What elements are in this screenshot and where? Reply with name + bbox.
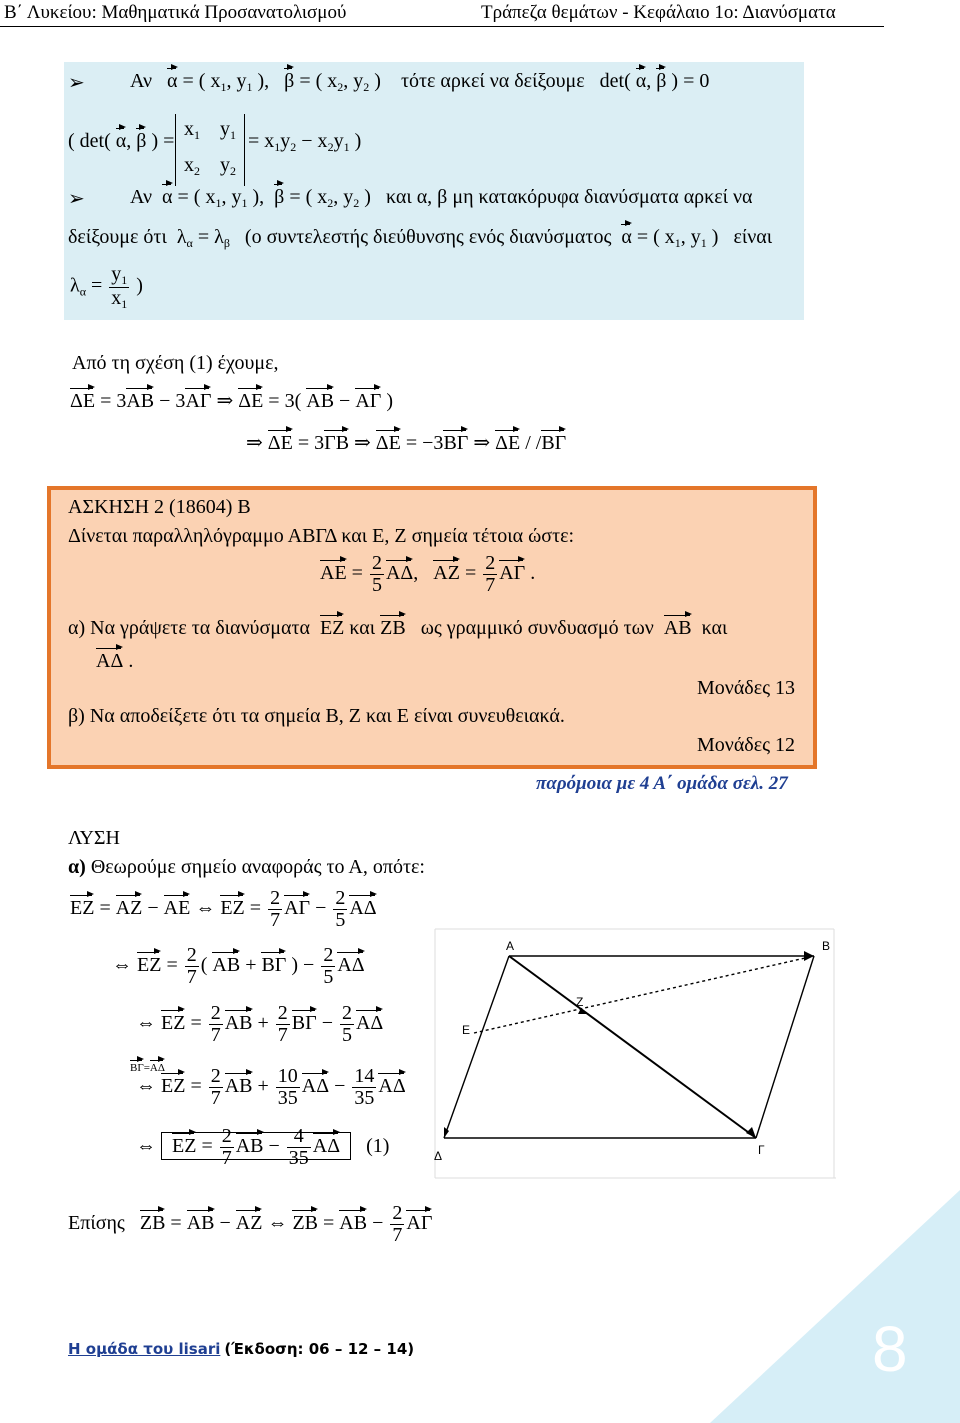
exercise-title: ΑΣΚΗΣΗ 2 (18604) Β — [68, 496, 251, 518]
solution-part-a — [68, 856, 425, 879]
det-label: ( det — [68, 130, 105, 152]
bullet-arrow-1: ➢ — [68, 72, 85, 94]
theory-bullet1-mid: τότε αρκεί να δείξουμε — [400, 70, 585, 92]
solution-episis: Επίσης ΖΒ = ΑΒ − ΑΖ ⇔ ΖΒ = ΑΒ − $\frac{2}{7}$ ΑΓ — [68, 1202, 433, 1246]
part-a-and-2: και — [701, 617, 728, 639]
monades-b: Μονάδες 12 — [697, 734, 796, 756]
part-a-text-1: α) Να γράψετε τα διανύσματα — [68, 617, 310, 639]
theory-line3-c: είναι — [733, 226, 773, 248]
solution-eq-4: ⇔ ΕΖ = $\frac{2}{7}$ ΑΒ + $\frac{10}{35}$ ΑΔ − $\frac{14}{35}$ ΑΔ — [136, 1065, 406, 1109]
det-expansion: = $x_1y_2 - x_2y_1$ ) — [248, 130, 362, 154]
header-left: Β΄ Λυκείου: Μαθηματικά Προσανατολισμού — [4, 2, 347, 23]
theory-line3-b: (ο συντελεστής διεύθυνσης ενός διανύσματος — [244, 226, 612, 248]
side-BG — [756, 956, 814, 1138]
side-DA — [444, 956, 509, 1138]
theory-line-3: δείξουμε ότι $\lambda_\alpha = \lambda_\beta$ (ο συντελεστής διεύθυνσης ενός διανύσματος α = ( $x_1$, $y_1$ ) είναι — [68, 226, 773, 250]
footer — [68, 1340, 414, 1359]
part-a-and: και — [349, 617, 376, 639]
solution-eq-3: ⇔ ΕΖ = $\frac{2}{7}$ ΑΒ + $\frac{2}{7}$ ΒΓ − $\frac{2}{5}$ ΑΔ — [136, 1002, 384, 1046]
relation-eq-1: ΔΕ = 3ΑΒ − 3ΑΓ ⇒ ΔΕ = 3( ΑΒ − ΑΓ ) — [70, 390, 394, 412]
bullet-arrow-2: ➢ — [68, 188, 85, 210]
theory-line3-a: δείξουμε ότι — [68, 226, 167, 248]
hint-reference: παρόμοια με 4 Α΄ ομάδα σελ. 27 — [536, 773, 788, 794]
relation-eq-2: ⇒ ΔΕ = 3ΓΒ ⇒ ΔΕ = −3ΒΓ ⇒ ΔΕ / /ΒΓ — [246, 432, 567, 454]
theory-line-1: Αν α = ( $x_1$, $y_1$ ), β = ( $x_2$, $y_2$ ) τότε αρκεί να δείξουμε det( α, β ) = 0 — [130, 70, 710, 94]
arrow-G — [746, 1127, 756, 1138]
determinant-matrix: $x_1$ $y_1$ $x_2$ $y_2$ — [175, 114, 245, 186]
parallelogram-diagram — [434, 928, 838, 1180]
theory-bullet2-prefix: Αν — [130, 186, 153, 208]
label-B: B — [822, 939, 831, 953]
theory-det-line: ( det( α, β ) = — [68, 130, 175, 152]
theory-lambda-def: $\lambda_\alpha$ = $\frac{y_1}{x_1}$ ) — [70, 263, 143, 311]
label-A: A — [506, 939, 515, 953]
diagonal-AG — [509, 956, 756, 1138]
monades-a: Μονάδες 13 — [697, 677, 796, 699]
substitution-note: ΒΓ=ΑΔ — [130, 1062, 165, 1074]
exercise-part-b: β) Να αποδείξετε ότι τα σημεία Β, Ζ και Ε είναι συνευθειακά. — [68, 705, 565, 727]
arrow-D — [444, 1127, 449, 1138]
theory-bullet1-prefix: Αν — [130, 70, 153, 92]
solution-eq-2: ⇔ ΕΖ = $\frac{2}{7}$ ( ΑΒ + ΒΓ ) − $\frac{2}{5}$ ΑΔ — [112, 944, 365, 988]
relation-intro: Από τη σχέση (1) έχουμε, — [72, 352, 279, 374]
corner-decoration — [640, 1190, 960, 1423]
solution-eq-1: ΕΖ = ΑΖ − ΑΕ ⇔ ΕΖ = $\frac{2}{7}$ ΑΓ − $\frac{2}{5}$ ΑΔ — [70, 887, 377, 931]
exercise-part-a-cont: ΑΔ . — [96, 650, 134, 672]
exercise-part-a: α) Να γράψετε τα διανύσματα ΕΖ και ΖΒ ως γραμμικό συνδυασμό των ΑΒ και — [68, 617, 728, 639]
header-right: Τράπεζα θεμάτων - Κεφάλαιο 1ο: Διανύσματα — [481, 2, 836, 23]
theory-line-2: Αν α = ( $x_1$, $y_1$ ), β = ( $x_2$, $y_2$ ) και α, β μη κατακόρυφα διανύσματα αρκεί να — [130, 186, 753, 210]
equation-label-1: (1) — [366, 1135, 390, 1158]
theory-bullet2-mid: και α, β μη κατακόρυφα διανύσματα αρκεί να — [385, 186, 753, 208]
episis-word: Επίσης — [68, 1212, 125, 1235]
solution-title: ΛΥΣΗ — [68, 827, 120, 849]
label-Z: Z — [576, 995, 584, 1009]
solution-part-a-text: Θεωρούμε σημείο αναφοράς το Α, οπότε: — [90, 856, 425, 878]
solution-part-a-label: α) — [68, 856, 86, 878]
exercise-given: ΑΕ = $\frac{2}{5}$ ΑΔ, ΑΖ = $\frac{2}{7}$ ΑΓ . — [320, 552, 536, 596]
boxed-result: ΕΖ = $\frac{2}{7}$ ΑΒ − $\frac{4}{35}$ ΑΔ — [161, 1132, 351, 1160]
footer-edition: (Έκδοση: 06 – 12 – 14) — [224, 1340, 415, 1358]
label-G: Γ — [758, 1143, 765, 1157]
label-E: E — [462, 1023, 471, 1037]
exercise-statement: Δίνεται παραλληλόγραμμο ΑΒΓΔ και Ε, Ζ σημεία τέτοια ώστε: — [68, 525, 575, 547]
page-number: 8 — [872, 1313, 908, 1385]
header-rule — [0, 26, 884, 27]
part-a-text-2: ως γραμμικό συνδυασμό των — [420, 617, 654, 639]
label-D: Δ — [434, 1149, 443, 1163]
footer-link[interactable]: Η ομάδα του lisari — [68, 1340, 221, 1358]
solution-eq-5: ⇔ ΕΖ = $\frac{2}{7}$ ΑΒ − $\frac{4}{35}$ ΑΔ (1) — [136, 1125, 390, 1169]
